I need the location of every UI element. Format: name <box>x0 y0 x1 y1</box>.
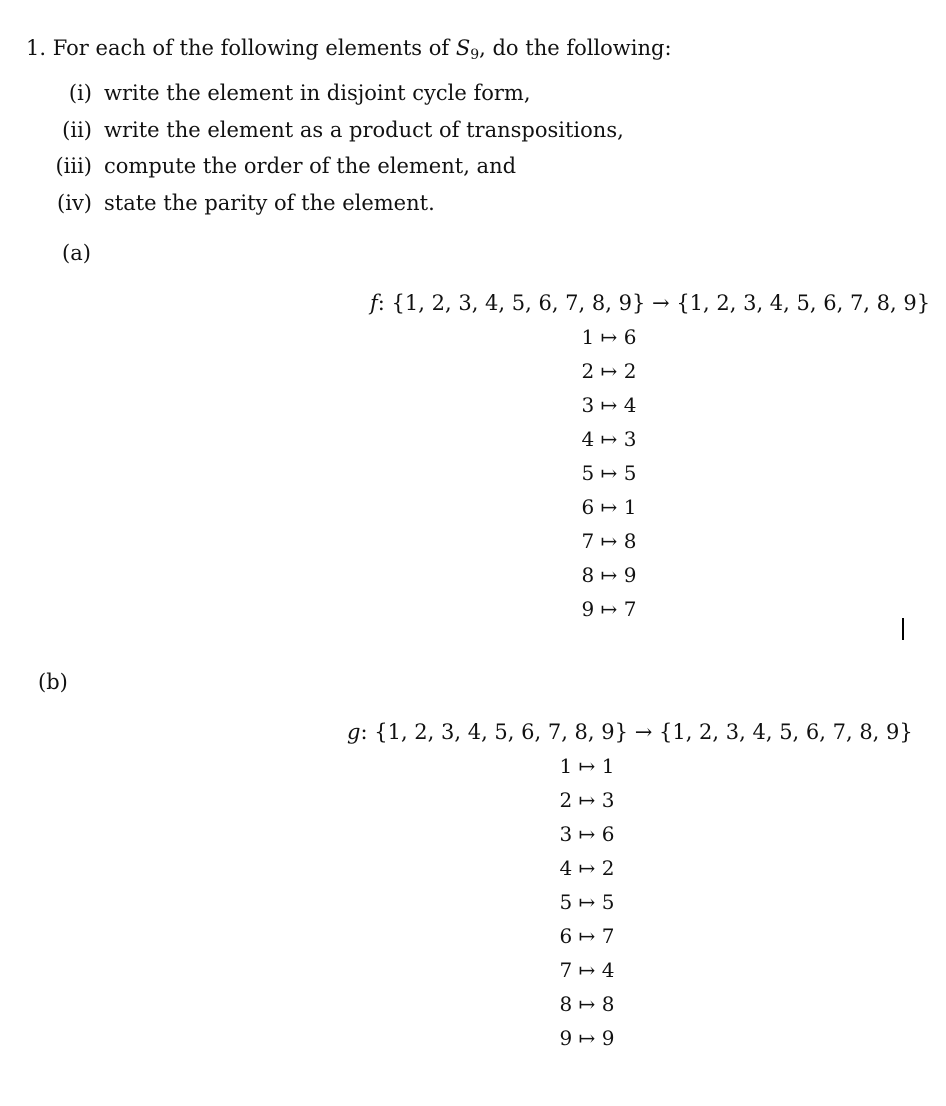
part-a-mapping: 9 ↦ 7 <box>581 597 637 621</box>
part-b-function-symbol: g <box>347 720 361 744</box>
group-symbol: S <box>455 36 471 60</box>
problem-suffix: , do the following: <box>479 36 672 60</box>
part-b-domain: {1, 2, 3, 4, 5, 6, 7, 8, 9} <box>374 720 628 744</box>
part-a-mapping: 3 ↦ 4 <box>581 393 637 417</box>
part-a-function-symbol: f <box>370 291 378 315</box>
part-b-mapping: 8 ↦ 8 <box>559 992 615 1016</box>
part-a-arrow: → <box>652 291 670 315</box>
part-a-mapping: 2 ↦ 2 <box>581 359 637 383</box>
item-label-ii: (ii) <box>62 118 92 142</box>
part-b-mapping: 7 ↦ 4 <box>559 958 615 982</box>
part-b-colon: : <box>360 720 375 744</box>
text-cursor <box>902 618 904 640</box>
item-text-ii: write the element as a product of transpositions, <box>104 118 624 142</box>
part-b-function-declaration <box>347 720 913 744</box>
item-label-iv: (iv) <box>57 191 92 215</box>
problem-number: 1. <box>26 36 47 60</box>
part-b-label: (b) <box>38 670 68 694</box>
problem-statement <box>26 36 672 67</box>
part-b-mapping: 3 ↦ 6 <box>559 822 615 846</box>
item-text-i: write the element in disjoint cycle form, <box>104 81 531 105</box>
item-text-iv: state the parity of the element. <box>104 191 435 215</box>
part-a-mapping: 1 ↦ 6 <box>581 325 637 349</box>
part-b-codomain: {1, 2, 3, 4, 5, 6, 7, 8, 9} <box>658 720 913 744</box>
part-b-mapping: 2 ↦ 3 <box>559 788 615 812</box>
part-b-mapping: 5 ↦ 5 <box>559 890 615 914</box>
part-a-mapping: 4 ↦ 3 <box>581 427 637 451</box>
part-a-function-declaration <box>370 291 930 315</box>
part-a-mapping: 7 ↦ 8 <box>581 529 637 553</box>
part-a-mapping: 8 ↦ 9 <box>581 563 637 587</box>
item-text-iii: compute the order of the element, and <box>104 154 517 178</box>
part-a-domain: {1, 2, 3, 4, 5, 6, 7, 8, 9} <box>391 291 646 315</box>
part-b-mapping: 6 ↦ 7 <box>559 924 615 948</box>
part-b-mapping: 9 ↦ 9 <box>559 1026 615 1050</box>
part-a-colon: : <box>377 291 392 315</box>
item-label-i: (i) <box>68 81 92 105</box>
part-b-mapping: 4 ↦ 2 <box>559 856 615 880</box>
part-b-arrow: → <box>634 720 653 744</box>
part-a-label: (a) <box>62 241 91 265</box>
part-a-mapping: 5 ↦ 5 <box>581 461 637 485</box>
part-a-codomain: {1, 2, 3, 4, 5, 6, 7, 8, 9} <box>676 291 931 315</box>
part-a-mapping: 6 ↦ 1 <box>581 495 637 519</box>
part-b-mapping: 1 ↦ 1 <box>559 754 615 778</box>
item-label-iii: (iii) <box>55 154 92 178</box>
group-subscript: 9 <box>470 47 480 63</box>
problem-prefix: For each of the following elements of <box>52 36 456 60</box>
